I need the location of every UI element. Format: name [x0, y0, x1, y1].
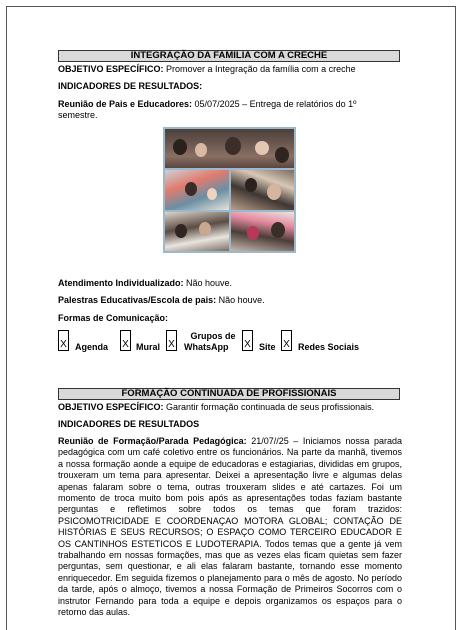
checkbox-label-site: Site — [259, 342, 276, 352]
training-meeting-paragraph — [58, 436, 402, 619]
communication-label: Formas de Comunicação: — [58, 313, 169, 323]
checkbox-whatsapp[interactable]: X — [166, 330, 177, 351]
section-heading-family: INTEGRAÇÃO DA FAMILIA COM A CRECHE — [58, 50, 400, 62]
checkbox-site[interactable]: X — [242, 330, 253, 351]
checkbox-mural[interactable]: X — [120, 330, 131, 351]
attendance-text: Não houve. — [183, 278, 233, 288]
checkbox-label-agenda: Agenda — [75, 342, 109, 352]
photo-meeting-5 — [231, 212, 295, 251]
photo-collage — [163, 127, 296, 253]
checkbox-label-social: Redes Sociais — [298, 342, 360, 352]
parents-meeting-cont: semestre. — [58, 110, 98, 120]
parents-meeting — [58, 99, 408, 110]
objective-label: OBJETIVO ESPECÍFICO: — [58, 64, 164, 74]
objective-label-2: OBJETIVO ESPECÍFICO: — [58, 402, 164, 412]
meeting-label: Reunião de Pais e Educadores: — [58, 99, 193, 109]
objective-text: Promover a Integração da família com a creche — [163, 64, 356, 74]
indicators-training: INDICADORES DE RESULTADOS — [58, 419, 200, 429]
checkbox-label-whatsapp-1: Grupos de — [190, 331, 236, 341]
photo-meeting-3 — [231, 170, 295, 209]
objective-text-2: Garantir formação continuada de seus profissionais. — [163, 402, 375, 412]
lectures-label: Palestras Educativas/Escola de pais: — [58, 295, 217, 305]
photo-meeting-2 — [165, 170, 229, 209]
photo-meeting-1 — [165, 129, 294, 168]
checkbox-agenda[interactable]: X — [58, 330, 69, 351]
objective-family — [58, 64, 408, 75]
training-meeting-label: Reunião de Formação/Parada Pedagógica: — [58, 436, 247, 446]
checkbox-label-mural: Mural — [136, 342, 161, 352]
section-heading-training: FORMAÇÃO CONTINUADA DE PROFISSIONAIS — [58, 388, 400, 400]
communication-options — [58, 330, 398, 354]
individual-attendance — [58, 278, 408, 289]
photo-meeting-4 — [165, 212, 229, 251]
meeting-text: 05/07/2025 – Entrega de relatórios do 1º — [192, 99, 357, 109]
checkbox-social[interactable]: X — [281, 330, 292, 351]
objective-training — [58, 402, 408, 413]
attendance-label: Atendimento Individualizado: — [58, 278, 184, 288]
indicators-family: INDICADORES DE RESULTADOS: — [58, 81, 203, 91]
lectures-text: Não houve. — [216, 295, 265, 305]
educational-lectures — [58, 295, 408, 306]
training-meeting-text: 21/07//25 – Iniciamos nossa parada pedagógica com um café coletivo entre os funcionários. Na parte da manhã, tivemos a nossa formação aonde a equipe de educadoras e estagiarias, divididas em grupos, trouxeram um tema para apresentar. Deixei a apresentação livre e algumas delas apenas falaram sobre o tema, outras trouxeram slides e até cartazes. Foi um momento de troca muito bom pois após as apresentações todas faziam bastante perguntas e refletimos sobre todos os temas que foram trazidos: PSICOMOTRICIDADE E COORDENAÇAO MOTORA GLOBAL; CONTAÇÃO DE HISTÓRIAS E SEUS RECURSOS; O ESPAÇO COMO TERCEIRO EDUCADOR E OS CANTINHOS ESTETICOS E LUDOTERAPIA. Todos temas que a gente já vem trabalhando em nossas formações, mas que as vezes elas ficam quietas sem fazer perguntas, sem questionar, e ali elas falaram bastante, tornando esse momento enriquecedor. Em seguida fizemos o planejamento para o mês de agosto. No período da tarde, após o almoço, tivemos a nossa Formação de Primeiros Socorros com o instrutor Fernando para toda a equipe e depois organizamos os espaços para o retorno das aulas. — [58, 436, 402, 618]
checkbox-label-whatsapp-2: WhatsApp — [184, 342, 229, 352]
